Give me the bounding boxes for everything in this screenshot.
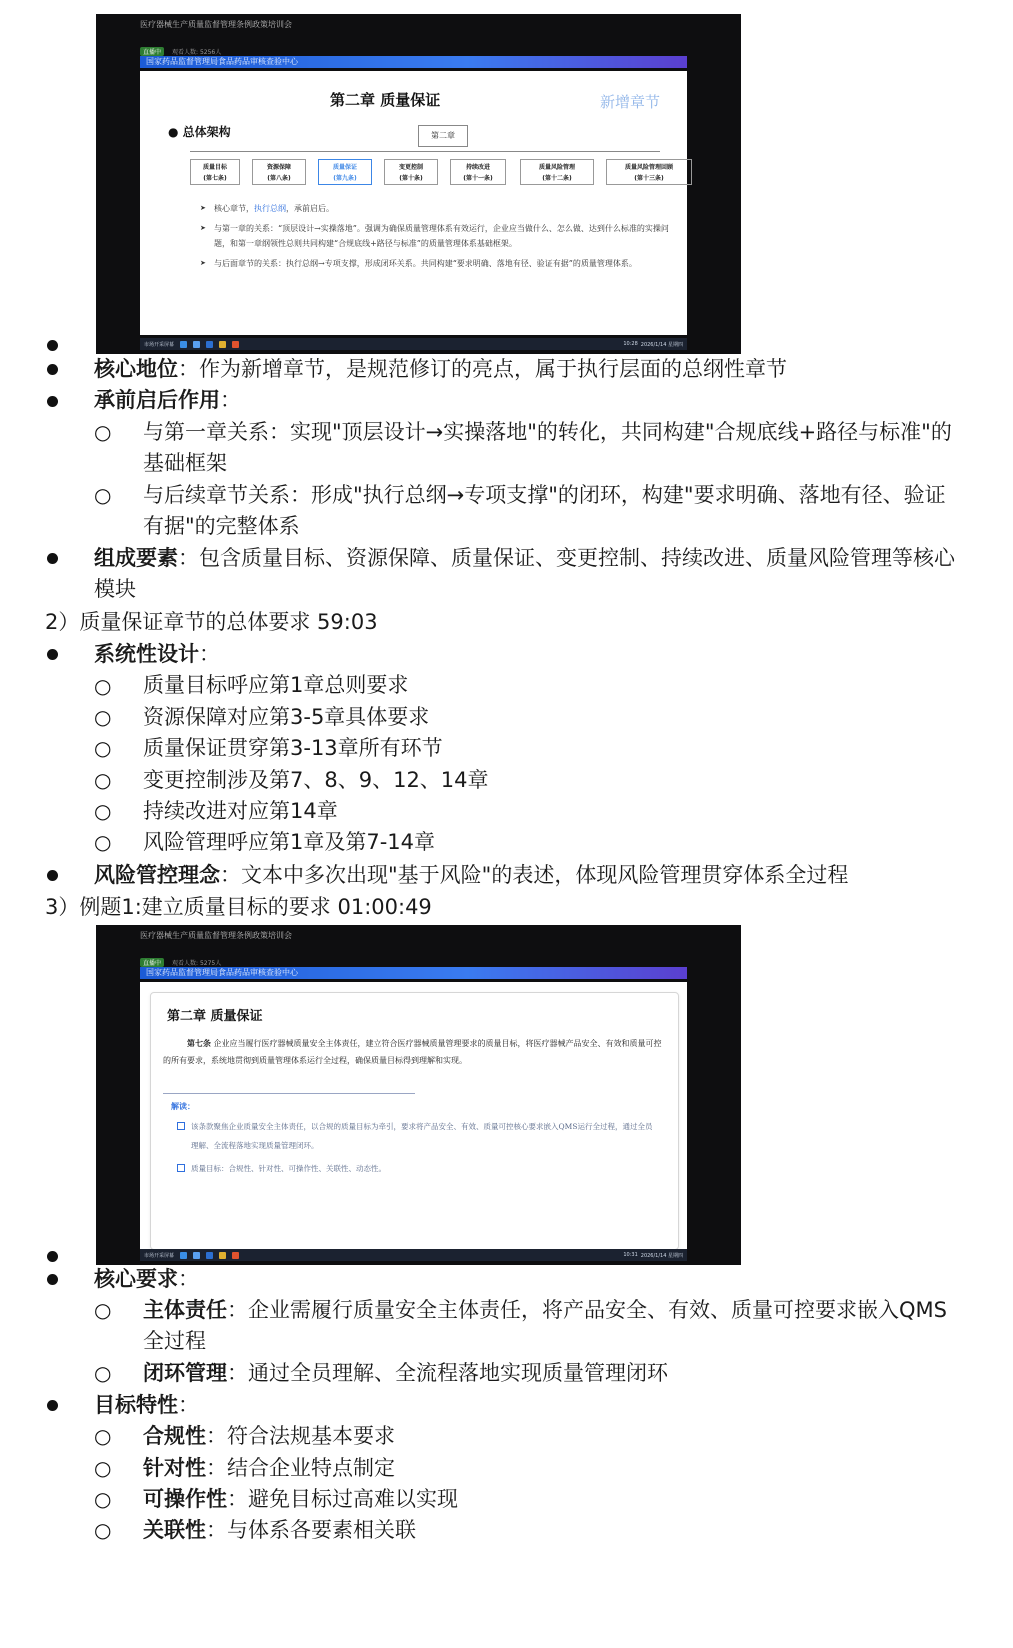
para-bridge-role: 承前启后作用： xyxy=(94,388,241,412)
slide-2 xyxy=(140,982,687,1254)
hollow-circle-icon: ○ xyxy=(94,1518,112,1542)
slide-card xyxy=(150,992,679,1250)
bullet-dot-icon xyxy=(47,1400,58,1411)
viewer-count: 观看人数: 5275人 xyxy=(172,959,222,967)
bullet-dot-icon xyxy=(47,870,58,881)
taskbar xyxy=(140,338,687,350)
trait-item: 可操作性：避免目标过高难以实现 xyxy=(143,1487,458,1511)
app-icon[interactable] xyxy=(193,1252,200,1259)
app-icon[interactable] xyxy=(180,341,187,348)
app-icon[interactable] xyxy=(232,1252,239,1259)
taskbar-label: 市场开采屏幕 xyxy=(144,341,175,348)
hollow-circle-icon: ○ xyxy=(94,420,112,444)
sub-item: 闭环管理：通过全员理解、全流程落地实现质量管理闭环 xyxy=(143,1361,668,1385)
bullet-dot-icon xyxy=(47,364,58,375)
interpretation-label: 解读： xyxy=(171,1102,195,1111)
hollow-circle-icon: ○ xyxy=(94,1298,112,1322)
hollow-circle-icon: ○ xyxy=(94,1424,112,1448)
clock: 10:31 xyxy=(623,1252,638,1258)
date: 2026/1/14 星期四 xyxy=(640,1252,683,1259)
folder-icon[interactable] xyxy=(219,341,226,348)
list-item: 持续改进对应第14章 xyxy=(143,799,338,823)
list-item: 质量保证贯穿第3-13章所有环节 xyxy=(143,736,443,760)
module-node: 质量风险管理回顾 (第十三条) xyxy=(606,159,692,185)
stream-title: 医疗器械生产质量监督管理条例政策培训会 xyxy=(140,20,292,29)
taskbar xyxy=(140,1249,687,1261)
live-badge: 直播中 xyxy=(140,47,164,56)
list-item: 质量目标呼应第1章总则要求 xyxy=(143,673,409,697)
module-node: 资源保障 (第八条) xyxy=(252,159,306,185)
bullet-dot-icon xyxy=(47,553,58,564)
trait-item: 关联性：与体系各要素相关联 xyxy=(143,1518,416,1542)
sub-item: 主体责任：企业需履行质量安全主体责任，将产品安全、有效、质量可控要求嵌入QMS全过程 xyxy=(143,1298,947,1353)
sub-item: 与后续章节关系：形成"执行总纲→专项支撑"的闭环，构建"要求明确、落地有径、验证有据"的完整体系 xyxy=(143,483,946,538)
section-heading: 2）质量保证章节的总体要求 59:03 xyxy=(45,610,378,634)
sub-item: 与第一章关系：实现"顶层设计→实操落地"的转化，共同构建"合规底线+路径与标准"的基础框架 xyxy=(143,420,952,475)
section-heading: 3）例题1:建立质量目标的要求 01:00:49 xyxy=(45,895,432,919)
stream-title: 医疗器械生产质量监督管理条例政策培训会 xyxy=(140,931,292,940)
bullet-dot-icon xyxy=(47,340,58,351)
app-icon[interactable] xyxy=(232,341,239,348)
hollow-circle-icon: ○ xyxy=(94,674,112,698)
new-chapter-label: 新增章节 xyxy=(600,93,661,111)
agency-banner: 国家药品监督管理局食品药品审核查验中心 xyxy=(140,56,687,68)
hollow-circle-icon: ○ xyxy=(94,483,112,507)
para-target-traits: 目标特性： xyxy=(94,1393,199,1417)
agency-banner: 国家药品监督管理局食品药品审核查验中心 xyxy=(140,967,687,979)
interpretation-list xyxy=(177,1117,657,1182)
screenshot-1 xyxy=(96,14,741,354)
screenshot-2 xyxy=(96,925,741,1265)
list-item: 资源保障对应第3-5章具体要求 xyxy=(143,705,430,729)
app-icon[interactable] xyxy=(180,1252,187,1259)
live-badge: 直播中 xyxy=(140,958,164,967)
app-icon[interactable] xyxy=(193,341,200,348)
architecture-label: ● 总体架构 xyxy=(168,125,231,139)
para-components: 组成要素：包含质量目标、资源保障、质量保证、变更控制、持续改进、质量风险管理等核心模块 xyxy=(94,546,955,601)
hollow-circle-icon: ○ xyxy=(94,799,112,823)
app-icon[interactable] xyxy=(206,1252,213,1259)
checkbox-item: 该条款聚焦企业质量安全主体责任，以合规的质量目标为牵引，要求将产品安全、有效、质量可控核心要求嵌入QMS运行全过程，通过全员理解、全流程落地实现质量管理闭环。 xyxy=(177,1117,657,1155)
para-risk-concept: 风险管控理念：文本中多次出现"基于风险"的表述，体现风险管理贯穿体系全过程 xyxy=(94,863,849,887)
bullet-dot-icon xyxy=(47,1274,58,1285)
hollow-circle-icon: ○ xyxy=(94,1361,112,1385)
module-node: 变更控制 (第十条) xyxy=(384,159,438,185)
trait-item: 合规性：符合法规基本要求 xyxy=(143,1424,395,1448)
slide-bullets xyxy=(200,201,670,276)
taskbar-label: 市场开采屏幕 xyxy=(144,1252,175,1259)
list-item: 变更控制涉及第7、8、9、12、14章 xyxy=(143,768,489,792)
slide-bullet: ➤ 与第一章的关系：“顶层设计→实操落地”。强调为确保质量管理体系有效运行，企业应当做什么、怎么做、达到什么标准的实操问题，和第一章纲领性总则共同构建“合规底线+路径与标准”的质量管理体系基础框架。 xyxy=(200,221,670,251)
divider xyxy=(163,1093,415,1094)
hollow-circle-icon: ○ xyxy=(94,1456,112,1480)
root-node: 第二章 xyxy=(418,125,468,147)
module-row xyxy=(180,151,680,191)
hollow-circle-icon: ○ xyxy=(94,736,112,760)
module-node: 质量风险管理 (第十二条) xyxy=(520,159,594,185)
date: 2026/1/14 星期四 xyxy=(640,341,683,348)
system-tray xyxy=(623,1252,683,1259)
system-tray xyxy=(623,341,683,348)
slide-bullet: ➤ 核心章节，执行总纲，承前启后。 xyxy=(200,201,670,216)
module-node: 持续改进 (第十一条) xyxy=(450,159,506,185)
checkbox-item: 质量目标：合规性、针对性、可操作性、关联性、动态性。 xyxy=(177,1159,657,1178)
hollow-circle-icon: ○ xyxy=(94,705,112,729)
bullet-dot-icon xyxy=(47,396,58,407)
hollow-circle-icon: ○ xyxy=(94,1487,112,1511)
bullet-dot-icon xyxy=(47,1251,58,1262)
slide-title: 第二章 质量保证 xyxy=(330,91,441,109)
slide-title: 第二章 质量保证 xyxy=(167,1009,263,1024)
clock: 10:28 xyxy=(623,341,638,347)
app-icon[interactable] xyxy=(206,341,213,348)
viewer-count: 观看人数: 5256人 xyxy=(172,48,222,56)
trait-item: 针对性：结合企业特点制定 xyxy=(143,1456,395,1480)
folder-icon[interactable] xyxy=(219,1252,226,1259)
hollow-circle-icon: ○ xyxy=(94,830,112,854)
hollow-circle-icon: ○ xyxy=(94,768,112,792)
slide-1 xyxy=(140,71,687,335)
para-core-requirement: 核心要求： xyxy=(94,1267,199,1291)
module-node-highlighted: 质量保证 (第九条) xyxy=(318,159,372,185)
article-text: 第七条 企业应当履行医疗器械质量安全主体责任，建立符合医疗器械质量管理要求的质量目标，将医疗器械产品安全、有效和质量可控的所有要求，系统地贯彻到质量管理体系运行全过程，确保质量目标得到理解和实现。 xyxy=(163,1038,662,1065)
para-core-position: 核心地位：作为新增章节，是规范修订的亮点，属于执行层面的总纲性章节 xyxy=(94,357,787,381)
slide-bullet: ➤ 与后面章节的关系：执行总纲→专项支撑，形成闭环关系。共同构建“要求明确、落地有径、验证有据”的质量管理体系。 xyxy=(200,256,670,271)
bullet-dot-icon xyxy=(47,649,58,660)
list-item: 风险管理呼应第1章及第7-14章 xyxy=(143,830,436,854)
para-systematic: 系统性设计： xyxy=(94,642,220,666)
module-node: 质量目标 (第七条) xyxy=(190,159,240,185)
